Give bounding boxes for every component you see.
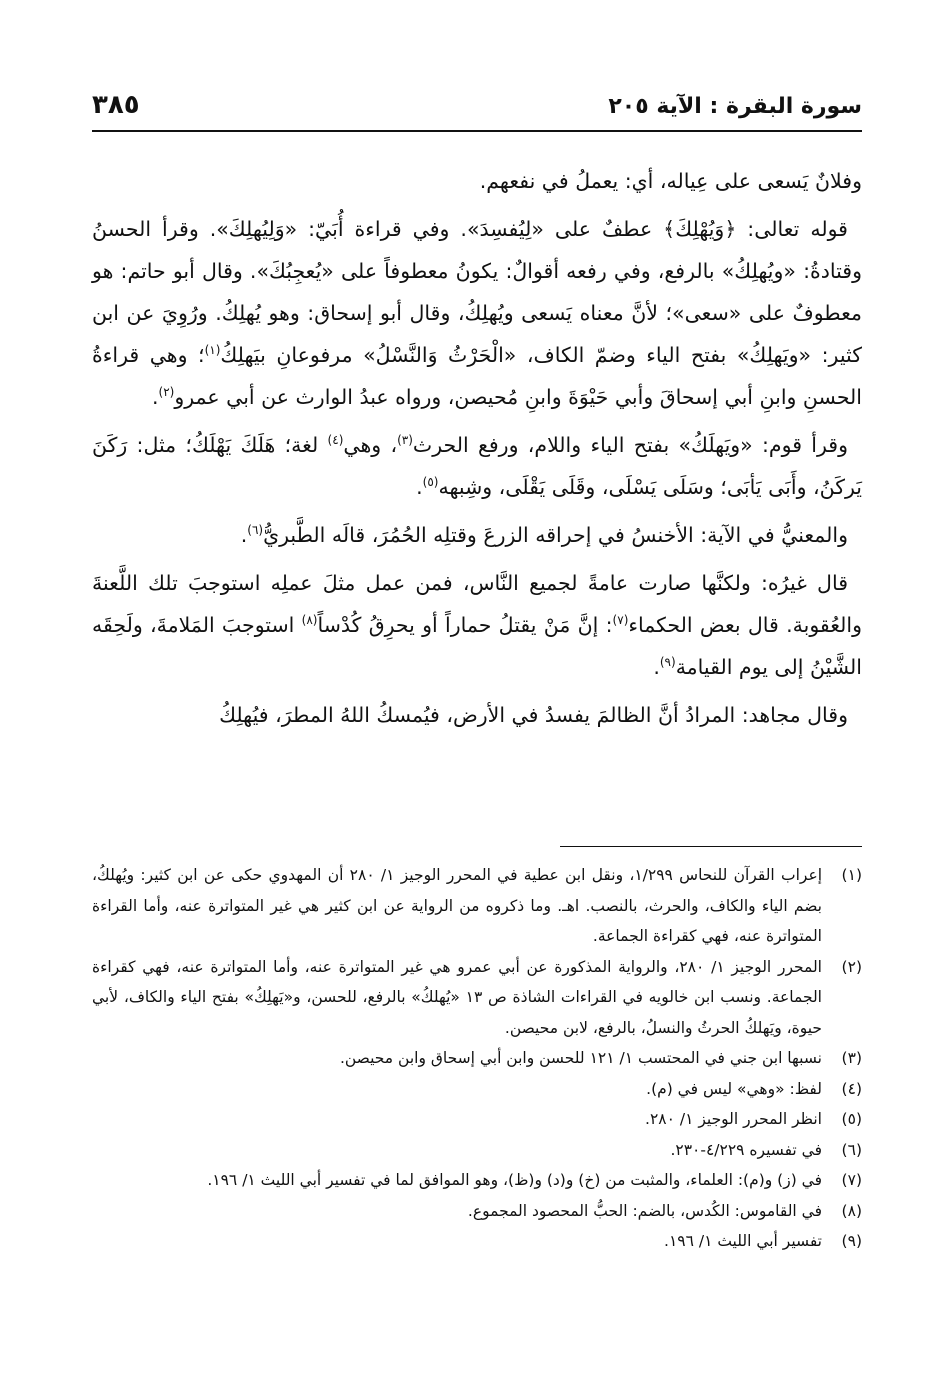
paragraph-text: وقال مجاهد: المرادُ أنَّ الظالمَ يفسدُ في الأرض، فيُمسكُ اللهُ المطرَ، فيُهلِكُ xyxy=(219,703,848,727)
footnote-text: المحرر الوجيز ١/ ٢٨٠، والرواية المذكورة عن أبي عمرو هي غير المتواترة عنه، وأما المتواترة عنه، فهي كقراءة الجماعة. ونسب ابن خالويه في القراءات الشاذة ص ١٣ «يُهلكُ» بالرفع، للحسن، و«يَهلِكُ» بفتح الياء والكاف، لأبي حيوة، ويَهلكُ الحرثُ والنسلُ، بالرفع، لابن محيصن. xyxy=(92,957,822,1037)
footnote-ref-2[interactable]: (٢) xyxy=(158,385,175,400)
footnote-text: لفظ: «وهي» ليس في (م). xyxy=(646,1079,822,1098)
footnote-6 xyxy=(92,1135,862,1166)
paragraph-text: والمعنيُّ في الآية: الأخنسُ في إحراقه الزرعَ وقتلِه الحُمُرَ، قالَه الطَّبريُّ xyxy=(263,523,848,547)
footnote-text: في (ز) و(م): العلماء، والمثبت من (خ) و(د) و(ظ)، وهو الموافق لما في تفسير أبي الليث ١/ ١٩٦. xyxy=(207,1171,822,1189)
paragraph-text: وفلانٌ يَسعى على عِياله، أي: يعملُ في نفعهم. xyxy=(479,169,862,193)
footnote-3 xyxy=(92,1043,862,1074)
paragraph-text: استوجبَ المَلامةَ، ولَحِقَه الشَّيْنُ إلى يوم القيامة xyxy=(92,613,862,679)
paragraph-text: . xyxy=(151,385,159,409)
footnote-ref-3[interactable]: (٣) xyxy=(397,433,413,448)
footnote-text: في تفسيره ٤/٢٢٩-٢٣٠. xyxy=(670,1140,822,1159)
footnote-ref-7[interactable]: (٧) xyxy=(612,613,629,628)
footnote-8 xyxy=(92,1196,862,1227)
footnote-4 xyxy=(92,1074,862,1105)
footnote-ref-1[interactable]: (١) xyxy=(204,343,221,358)
footnote-2 xyxy=(92,952,862,1044)
footnote-text: نسبها ابن جني في المحتسب ١/ ١٢١ للحسن وابن أبي إسحاق وابن محيصن. xyxy=(339,1049,822,1067)
footnote-text: تفسير أبي الليث ١/ ١٩٦. xyxy=(664,1232,822,1250)
paragraph-5 xyxy=(92,562,862,688)
footnote-number: (٣) xyxy=(841,1049,862,1067)
running-title: سورة البقرة : الآية ٢٠٥ xyxy=(608,94,862,119)
footnote-5 xyxy=(92,1104,862,1135)
footnote-number: (٤) xyxy=(841,1079,862,1098)
paragraph-1 xyxy=(92,160,862,202)
paragraph-text: ، وهي xyxy=(343,433,398,457)
footnote-7 xyxy=(92,1165,862,1196)
footnote-number: (٦) xyxy=(841,1140,862,1159)
footnote-ref-4[interactable]: (٤) xyxy=(327,433,344,448)
footnote-text: انظر المحرر الوجيز ١/ ٢٨٠. xyxy=(645,1110,822,1128)
paragraph-text: قوله تعالى: ﴿وَيُهْلِكَ﴾ عطفٌ على «لِيُفسِدَ». وفي قراءة أُبَيّ: «وَلِيُهلِكَ». وقرأ الحسنُ وقتادةُ: «ويُهلِكُ» بالرفع، وفي رفعه أقوالٌ: يكونُ معطوفاً على «يُعجِبُكَ». وقال أبو حاتم: هو معطوفٌ على «سعى»؛ لأنَّ معناه يَسعى ويُهلِكُ، وقال أبو إسحاق: وهو يُهلِكُ. ورُوِيَ عن ابن كثير: «ويَهلِكُ» بفتح الياء وضمّ الكاف، «الْحَرْثُ وَالنَّسْلُ» مرفوعانِ بيَهلِكُ xyxy=(92,217,862,367)
footnote-text: في القاموس: الكُدس، بالضم: الحبُّ المحصود المجموع. xyxy=(467,1201,822,1220)
footnote-number: (٥) xyxy=(841,1110,862,1128)
paragraph-3 xyxy=(92,424,862,508)
page-header xyxy=(92,88,862,128)
footnote-9 xyxy=(92,1226,862,1257)
paragraph-text: . xyxy=(416,475,423,499)
footnotes xyxy=(92,860,862,1257)
paragraph-2 xyxy=(92,208,862,418)
page-number: ٣٨٥ xyxy=(92,90,140,120)
footnote-ref-6[interactable]: (٦) xyxy=(247,523,264,538)
paragraph-text: لغة؛ هَلَكَ يَهْلَكُ؛ مثل: رَكَنَ يَركَنُ، وأَبَى يَأبَى؛ وسَلَى يَسْلَى، وقَلَى يَقْلَى، وشِبهه xyxy=(92,433,862,499)
paragraph-text: . xyxy=(653,655,660,679)
footnote-number: (٢) xyxy=(841,957,862,976)
footnote-number: (٩) xyxy=(841,1232,862,1250)
footnote-number: (١) xyxy=(841,866,862,884)
footnote-number: (٨) xyxy=(841,1201,862,1220)
paragraph-text: قال غيرُه: ولكنَّها صارت عامةً لجميع النَّاس، فمن عمل مثلَ عملِه استوجبَ تلك اللَّعنةَ والعُقوبة. قال بعض الحكماء xyxy=(92,571,863,637)
paragraph-text: . xyxy=(240,523,248,547)
footnote-number: (٧) xyxy=(841,1171,862,1189)
main-text xyxy=(92,160,862,742)
paragraph-text: وقرأ قوم: «ويَهلَكُ» بفتح الياء واللام، ورفع الحرث xyxy=(412,433,848,457)
paragraph-text: : إنَّ مَنْ يقتلُ حماراً أو يحرِقُ كُدْساً xyxy=(317,613,613,637)
header-divider xyxy=(92,130,862,132)
paragraph-text: ؛ وهي قراءةُ الحسنِ وابنِ أبي إسحاقَ وأبي حَيْوَةَ وابنِ مُحيصن، ورواه عبدُ الوارث عن أبي عمرو xyxy=(92,343,862,409)
footnote-divider xyxy=(560,846,862,847)
paragraph-4 xyxy=(92,514,862,556)
footnote-ref-8[interactable]: (٨) xyxy=(301,613,318,628)
footnote-1 xyxy=(92,860,862,952)
footnote-text: إعراب القرآن للنحاس ١/٢٩٩، ونقل ابن عطية في المحرر الوجيز ١/ ٢٨٠ أن المهدوي حكى عن ابن كثير: ويُهلكُ، بضم الياء والكاف، والحرث، بالنصب. اهـ. وما ذكروه من الرواية عن ابن كثير هي غير المتواترة عنه، وأما القراءة المتواترة عنه، فهي كقراءة الجماعة. xyxy=(92,866,823,945)
footnote-ref-5[interactable]: (٥) xyxy=(422,475,439,490)
footnote-ref-9[interactable]: (٩) xyxy=(659,655,676,670)
paragraph-6 xyxy=(92,694,862,736)
